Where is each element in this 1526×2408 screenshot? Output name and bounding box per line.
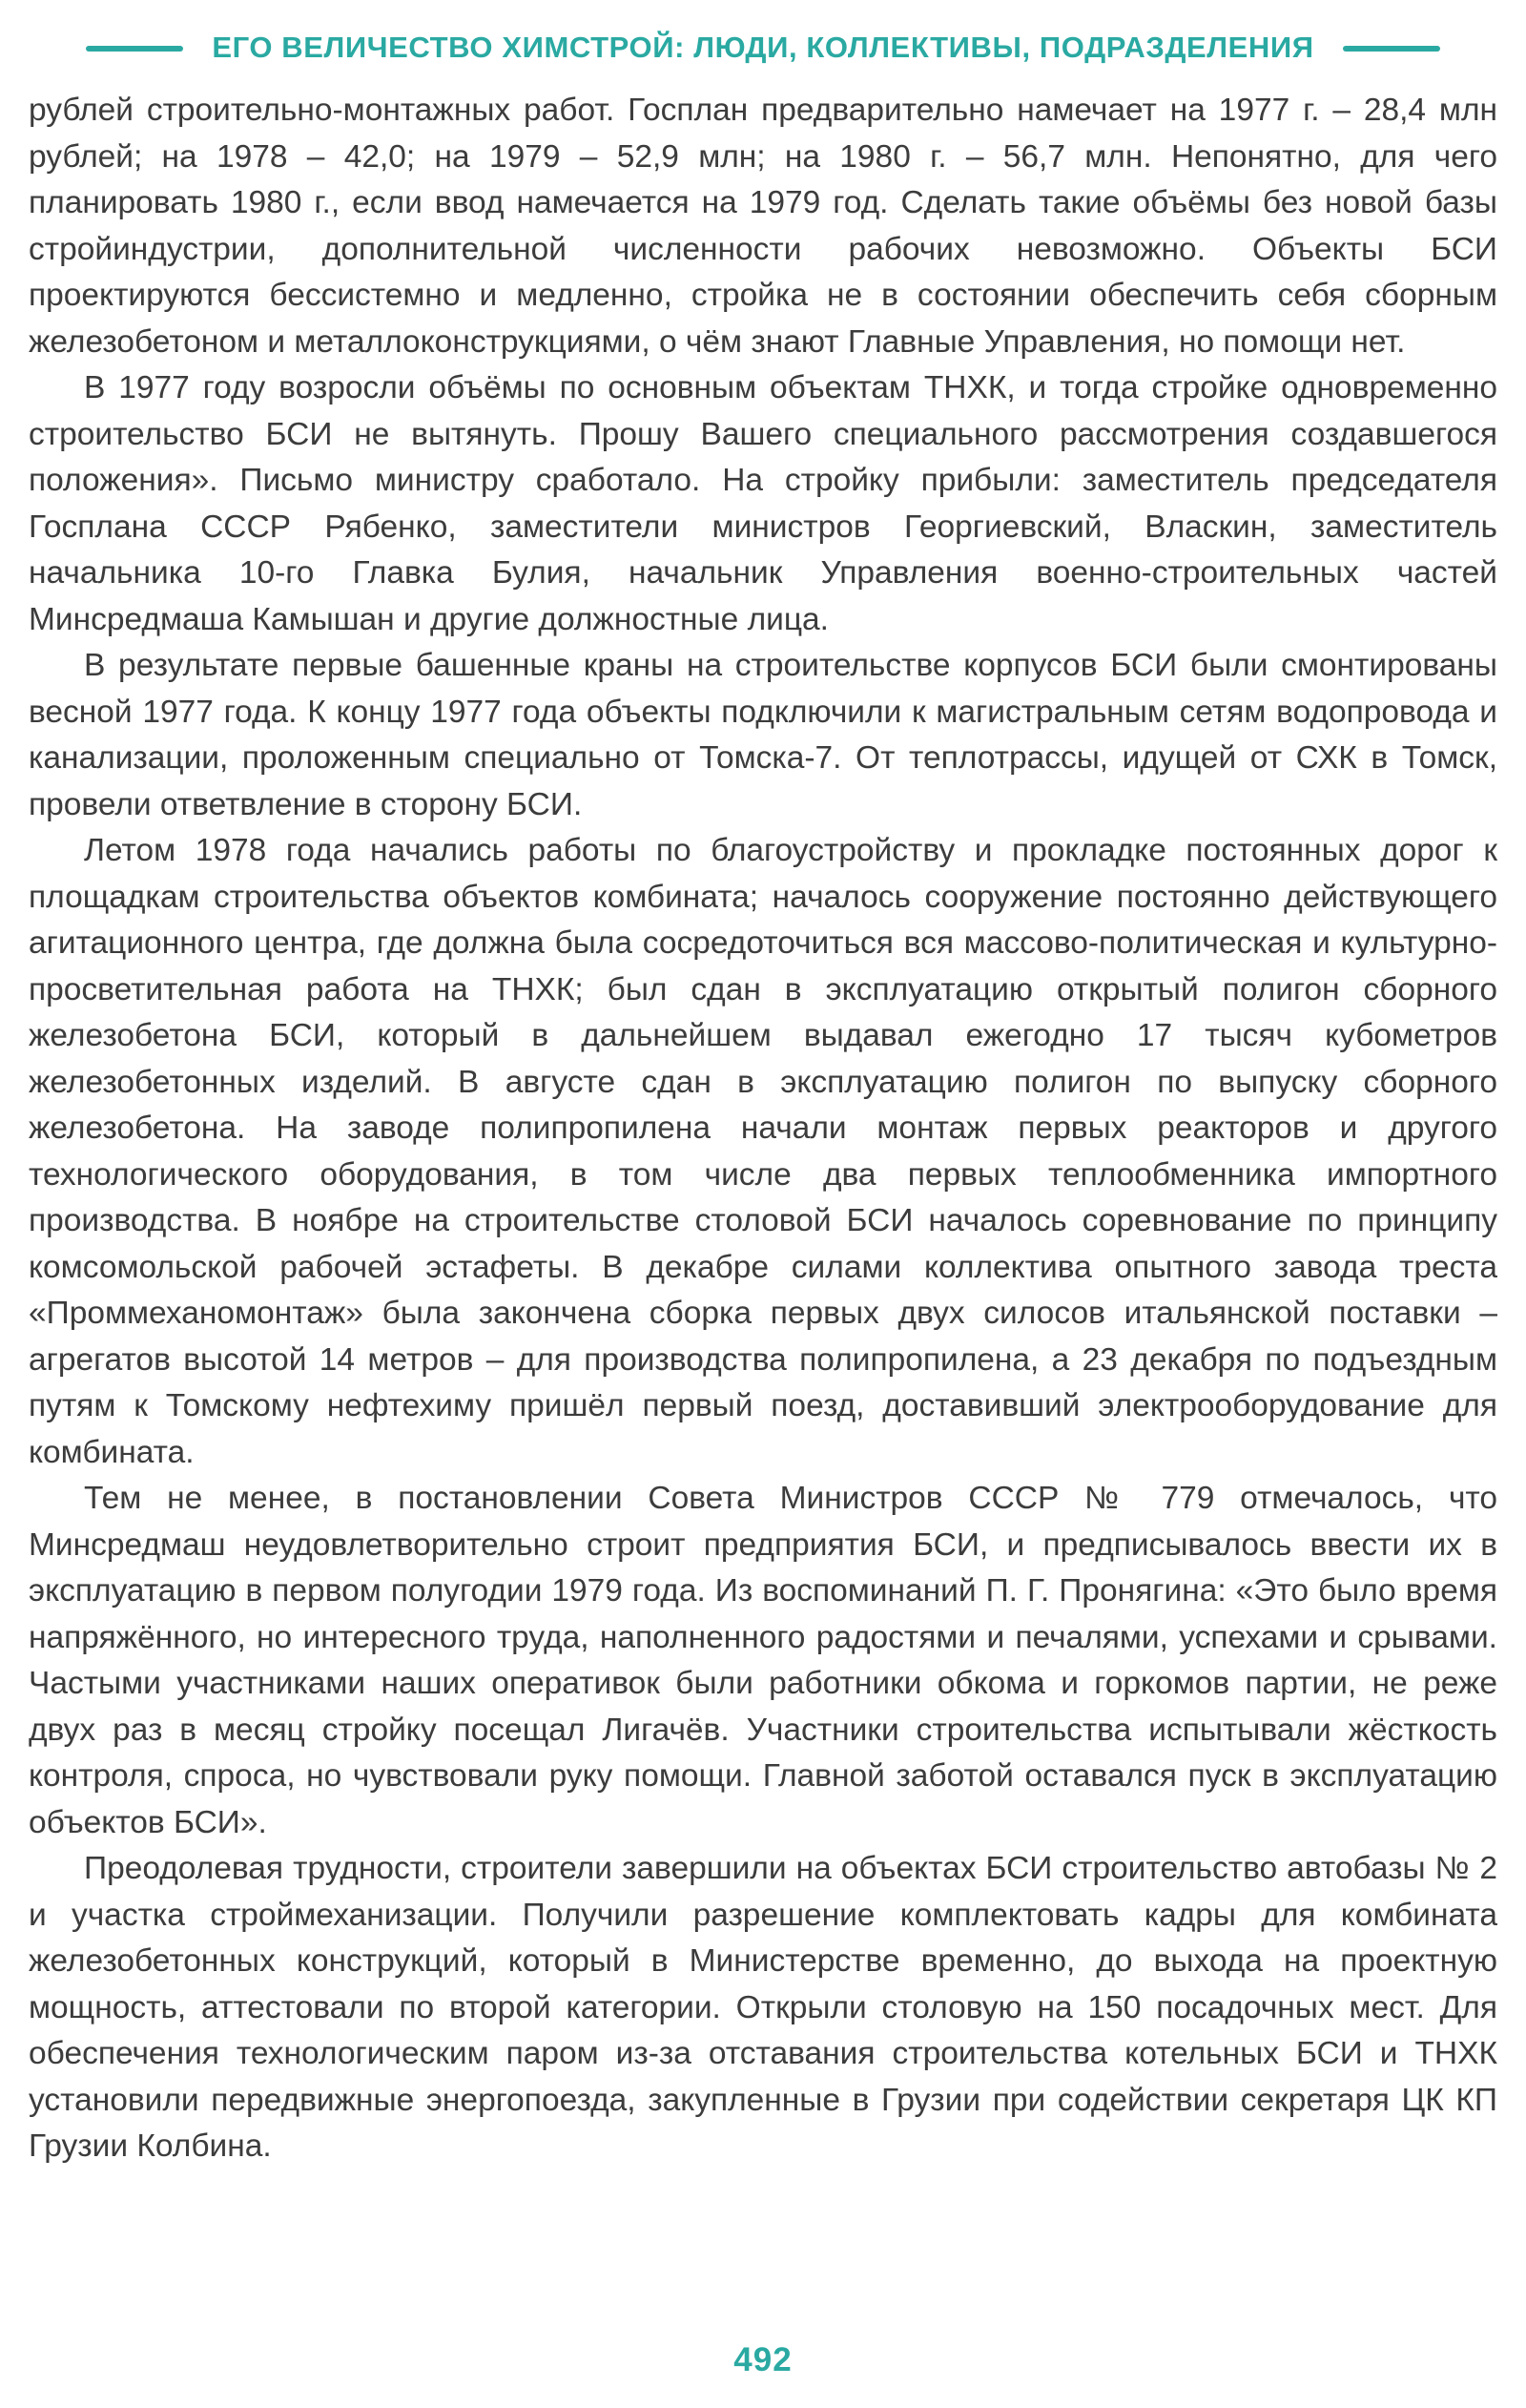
chapter-header [29,31,1497,65]
page-number: 492 [733,2341,793,2378]
paragraph-continuation: рублей строительно-монтажных работ. Госплан предварительно намечает на 1977 г. – 28,4 млн рублей; на 1978 – 42,0; на 1979 – 52,9 млн; на 1980 г. – 56,7 млн. Непонятно, для чего планировать 1980 г., если ввод намечается на 1979 год. Сделать такие объёмы без новой базы стройиндустрии, дополнительной численности рабочих невозможно. Объекты БСИ проектируются бессистемно и медленно, стройка не в состоянии обеспечить себя сборным железобетоном и металлоконструкциями, о чём знают Главные Управления, но помощи нет. [29,93,1497,360]
page-body [29,88,1497,2332]
paragraph: Преодолевая трудности, строители завершили на объектах БСИ строительство автобазы № 2 и участка строймеханизации. Получили разрешение комплектовать кадры для комбината железобетонных конструкций, который в Министерстве временно, до выхода на проектную мощность, аттестовали по второй категории. Открыли столовую на 150 посадочных мест. Для обеспечения технологическим паром из-за отставания строительства котельных БСИ и ТНХК установили передвижные энергопоезда, закупленные в Грузии при содействии секретаря ЦК КП Грузии Колбина. [29,1851,1497,2164]
paragraph: Летом 1978 года начались работы по благоустройству и прокладке постоянных дорог к площадкам строительства объектов комбината; началось сооружение постоянно действующего агитационного центра, где должна была сосредоточиться вся массово-политическая и культурно-просветительная работа на ТНХК; был сдан в эксплуатацию открытый полигон сборного железобетона БСИ, который в дальнейшем выдавал ежегодно 17 тысяч кубометров железобетонных изделий. В августе сдан в эксплуатацию полигон по выпуску сборного железобетона. На заводе полипропилена начали монтаж первых реакторов и другого технологического оборудования, в том числе два первых теплообменника импортного производства. В ноябре на строительстве столовой БСИ началось соревнование по принципу комсомольской рабочей эстафеты. В декабре силами коллектива опытного завода треста «Проммеханомонтаж» была закончена сборка первых двух силосов итальянской поставки – агрегатов высотой 14 метров – для производства полипропилена, а 23 декабря по подъездным путям к Томскому нефтехиму пришёл первый поезд, доставивший электрооборудование для комбината. [29,833,1497,1470]
header-rule-right [1343,46,1440,52]
paragraph: В результате первые башенные краны на строительстве корпусов БСИ были смонтированы весной 1977 года. К концу 1977 года объекты подключили к магистральным сетям водопровода и канализации, проложенным специально от Томска-7. От теплотрассы, идущей от СХК в Томск, провели ответвление в сторону БСИ. [29,648,1497,822]
paragraph: В 1977 году возросли объёмы по основным объектам ТНХК, и тогда стройке одновременно строительство БСИ не вытянуть. Прошу Вашего специального рассмотрения создавшегося положения». Письмо министру сработало. На стройку прибыли: заместитель председателя Госплана СССР Рябенко, заместители министров Георгиевский, Власкин, заместитель начальника 10-го Главка Булия, начальник Управления военно-строительных частей Минсредмаша Камышан и другие должностные лица. [29,370,1497,637]
header-rule-left [86,46,183,52]
page-footer [29,2332,1497,2395]
chapter-title: ЕГО ВЕЛИЧЕСТВО ХИМСТРОЙ: ЛЮДИ, КОЛЛЕКТИВЫ, ПОДРАЗДЕЛЕНИЯ [212,31,1314,64]
paragraph: Тем не менее, в постановлении Совета Министров СССР № 779 отмечалось, что Минсредмаш неудовлетворительно строит предприятия БСИ, и предписывалось ввести их в эксплуатацию в первом полугодии 1979 года. Из воспоминаний П. Г. Пронягина: «Это было время напряжённого, но интересного труда, наполненного радостями и печалями, успехами и срывами. Частыми участниками наших оперативок были работники обкома и горкомов партии, не реже двух раз в месяц стройку посещал Лигачёв. Участники строительства испытывали жёсткость контроля, спроса, но чувствовали руку помощи. Главной заботой оставался пуск в эксплуатацию объектов БСИ». [29,1481,1497,1840]
